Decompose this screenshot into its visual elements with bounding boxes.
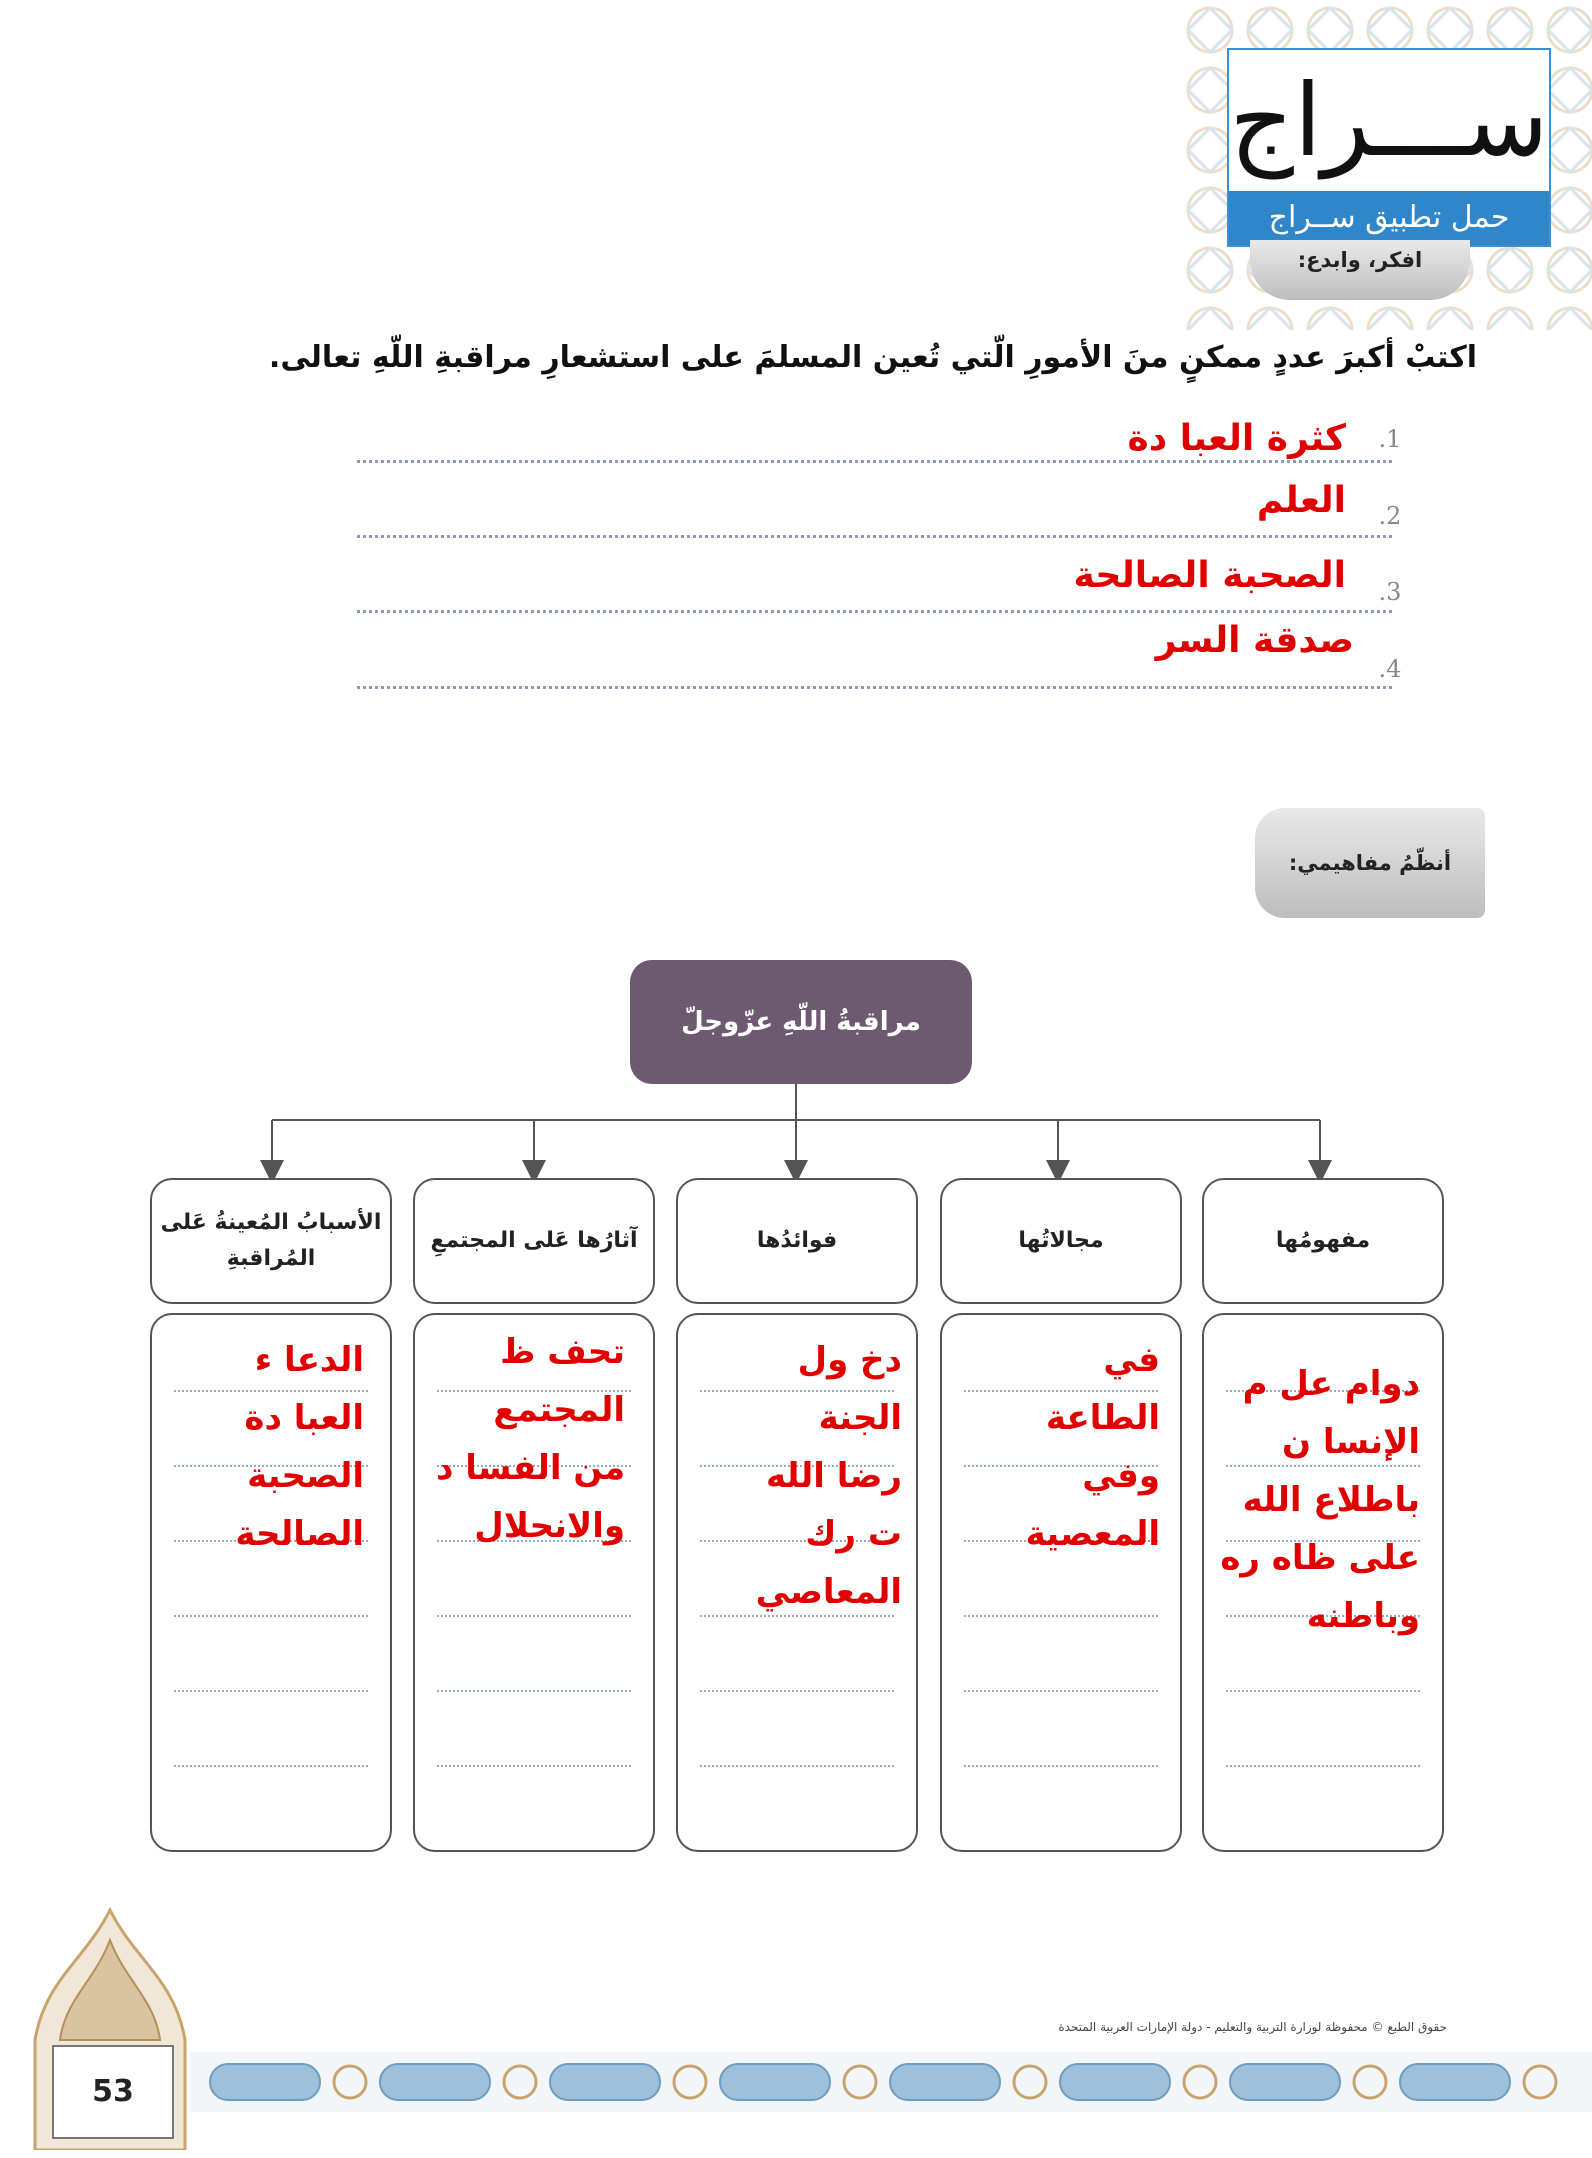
answer-text: الصحبة xyxy=(247,1456,364,1496)
line-number: 4. xyxy=(1378,655,1402,683)
column-effects[interactable] xyxy=(413,1313,655,1852)
column-benefits[interactable] xyxy=(676,1313,918,1852)
answer-text: العبا دة xyxy=(244,1398,364,1438)
column-causes[interactable] xyxy=(150,1313,392,1852)
answer-text: تحف ظ xyxy=(500,1332,625,1372)
answer-text: والانحلال xyxy=(474,1506,625,1546)
siraj-title: ســـراج xyxy=(1229,62,1549,179)
answer-text: رضا الله xyxy=(766,1456,902,1496)
answer-text: ت رك xyxy=(805,1514,902,1554)
siraj-subtitle: حمل تطبيق ســراج xyxy=(1229,191,1549,245)
answer-text: وباطنه xyxy=(1306,1596,1420,1636)
answer-text: صدقة السر xyxy=(1155,620,1354,661)
answer-line-2[interactable] xyxy=(357,485,1392,538)
answer-text: الصحبة الصالحة xyxy=(1073,555,1346,596)
page-number: 53 xyxy=(52,2045,174,2139)
header-concept: مفهومُها xyxy=(1202,1178,1444,1304)
answer-text: المعاصي xyxy=(755,1572,902,1612)
footer-decoration xyxy=(190,2052,1592,2112)
answer-text: وفي xyxy=(1082,1456,1160,1496)
siraj-badge[interactable] xyxy=(1227,48,1551,247)
map-connectors xyxy=(0,1080,1592,1180)
answer-text: دوام عل م xyxy=(1242,1364,1420,1404)
header-causes: الأسبابُ المُعينةُ عَلى المُراقبةِ xyxy=(150,1178,392,1304)
line-number: 3. xyxy=(1378,578,1402,606)
answer-text: الإنسا ن xyxy=(1282,1422,1420,1462)
answer-text: على ظاه ره xyxy=(1220,1538,1420,1578)
think-create-tab: افكر، وابدع: xyxy=(1250,240,1470,300)
answer-text: الصالحة xyxy=(235,1514,364,1554)
answer-text: في xyxy=(1103,1340,1160,1380)
copyright-notice: حقوق الطبع © محفوظة لوزارة التربية والتعليم - دولة الإمارات العربية المتحدة xyxy=(1058,2020,1447,2034)
question-text: اكتبْ أكبرَ عددٍ ممكنٍ منَ الأمورِ الّتي تُعين المسلمَ على استشعارِ مراقبةِ اللّهِ تعالى. xyxy=(268,340,1477,375)
answer-text: من الفسا د xyxy=(435,1448,625,1488)
header-effects: آثارُها عَلى المجتمعِ xyxy=(413,1178,655,1304)
column-concept[interactable] xyxy=(1202,1313,1444,1852)
answer-text: الدعا ء xyxy=(254,1340,364,1380)
answer-text: العلم xyxy=(1256,480,1346,521)
answer-text: دخ ول xyxy=(797,1340,902,1380)
answer-text: الطاعة xyxy=(1045,1398,1160,1438)
header-domains: مجالاتُها xyxy=(940,1178,1182,1304)
answer-text: الجنة xyxy=(818,1398,902,1438)
header-benefits: فوائدُها xyxy=(676,1178,918,1304)
line-number: 2. xyxy=(1378,502,1402,530)
answer-text: كثرة العبا دة xyxy=(1127,418,1346,459)
column-domains[interactable] xyxy=(940,1313,1182,1852)
root-concept: مراقبةُ اللّهِ عزّوجلّ xyxy=(630,960,972,1084)
line-number: 1. xyxy=(1378,425,1402,453)
answer-text: المجتمع xyxy=(493,1390,625,1430)
answer-text: المعصية xyxy=(1025,1514,1160,1554)
answer-text: باطلاع الله xyxy=(1242,1480,1420,1520)
organize-concepts-tab: أنظّمُ مفاهيمي: xyxy=(1255,808,1485,918)
